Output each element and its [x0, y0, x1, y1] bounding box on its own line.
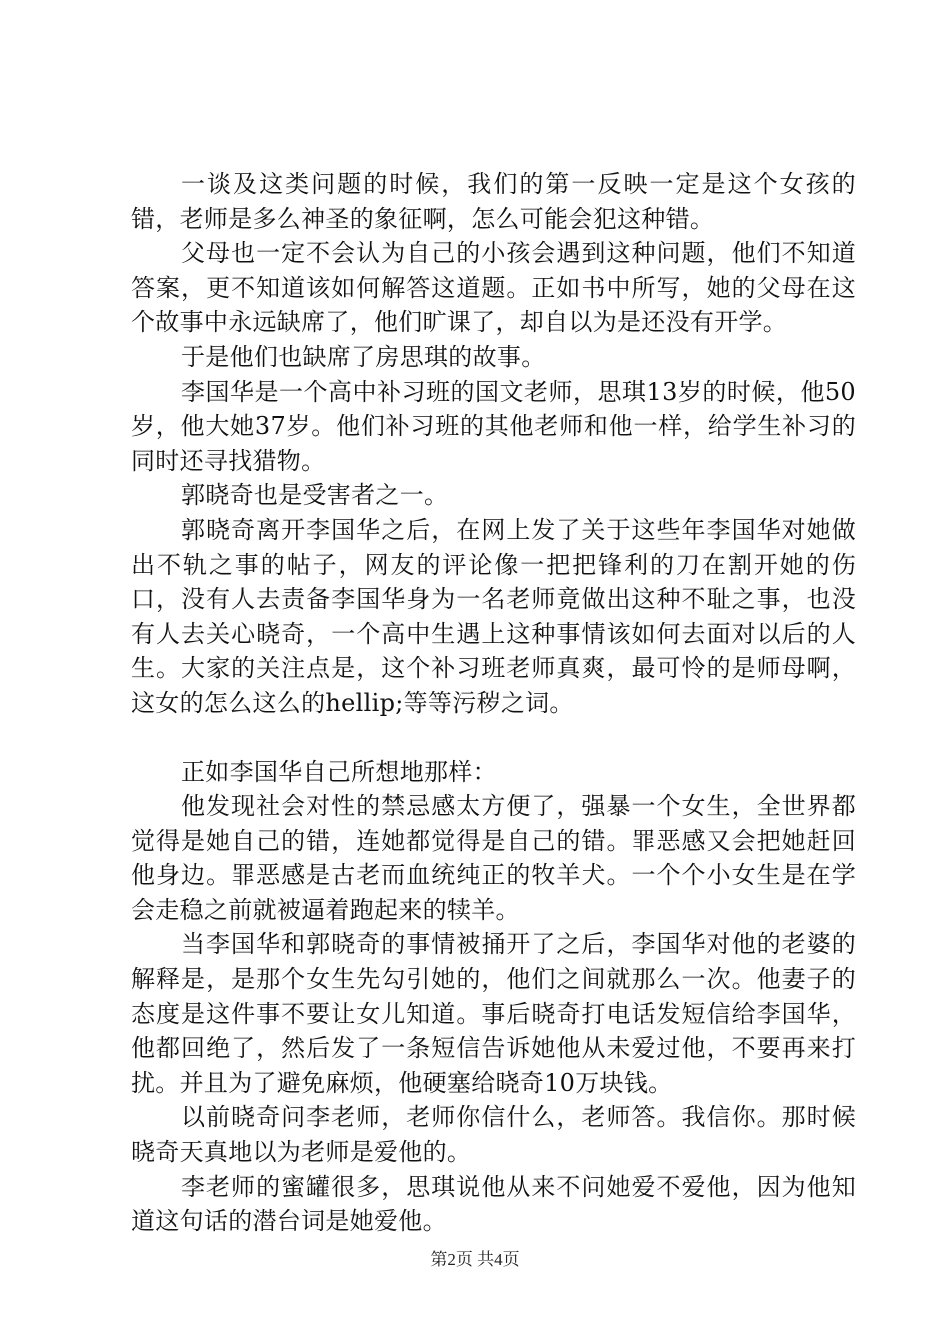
page-number-footer: 第2页 共4页 — [430, 1250, 520, 1269]
paragraph: 以前晓奇问李老师，老师你信什么，老师答。我信你。那时候晓奇天真地以为老师是爱他的。 — [131, 1103, 856, 1167]
paragraph: 李老师的蜜罐很多，思琪说他从来不问她爱不爱他，因为他知道这句话的潜台词是她爱他。 — [131, 1172, 856, 1236]
paragraph: 于是他们也缺席了房思琪的故事。 — [181, 342, 546, 371]
paragraph: 当李国华和郭晓奇的事情被捅开了之后，李国华对他的老婆的解释是，是那个女生先勾引她的，他们之间就那么一次。他妻子的态度是这件事不要让女儿知道。事后晓奇打电话发短信给李国华，他都回绝了，然后发了一条短信告诉她他从未爱过他，不要再来打扰。并且为了避免麻烦，他硬塞给晓奇10万块钱。 — [131, 930, 856, 1097]
paragraph: 一谈及这类问题的时候，我们的第一反映一定是这个女孩的错，老师是多么神圣的象征啊，怎么可能会犯这种错。 — [131, 170, 856, 233]
paragraph: 郭晓奇也是受害者之一。 — [181, 481, 449, 510]
document-body — [131, 167, 856, 1239]
paragraph: 他发现社会对性的禁忌感太方便了，强暴一个女生，全世界都觉得是她自己的错，连她都觉得是自己的错。罪恶感又会把她赶回他身边。罪恶感是古老而血统纯正的牧羊犬。一个个小女生是在学会走稳之前就被逼着跑起来的犊羊。 — [131, 792, 856, 924]
paragraph: 父母也一定不会认为自己的小孩会遇到这种问题，他们不知道答案，更不知道该如何解答这道题。正如书中所写，她的父母在这个故事中永远缺席了，他们旷课了，却自以为是还没有开学。 — [131, 239, 856, 337]
paragraph: 正如李国华自己所想地那样： — [181, 757, 497, 786]
paragraph: 李国华是一个高中补习班的国文老师，思琪13岁的时候，他50岁，他大她37岁。他们补习班的其他老师和他一样，给学生补习的同时还寻找猎物。 — [131, 377, 856, 475]
paragraph: 郭晓奇离开李国华之后，在网上发了关于这些年李国华对她做出不轨之事的帖子，网友的评论像一把把锋利的刀在割开她的伤口，没有人去责备李国华身为一名老师竟做出这种不耻之事，也没有人去关心晓奇，一个高中生遇上这种事情该如何去面对以后的人生。大家的关注点是，这个补习班老师真爽，最可怜的是师母啊，这女的怎么这么的hellip;等等污秽之词。 — [131, 515, 856, 717]
